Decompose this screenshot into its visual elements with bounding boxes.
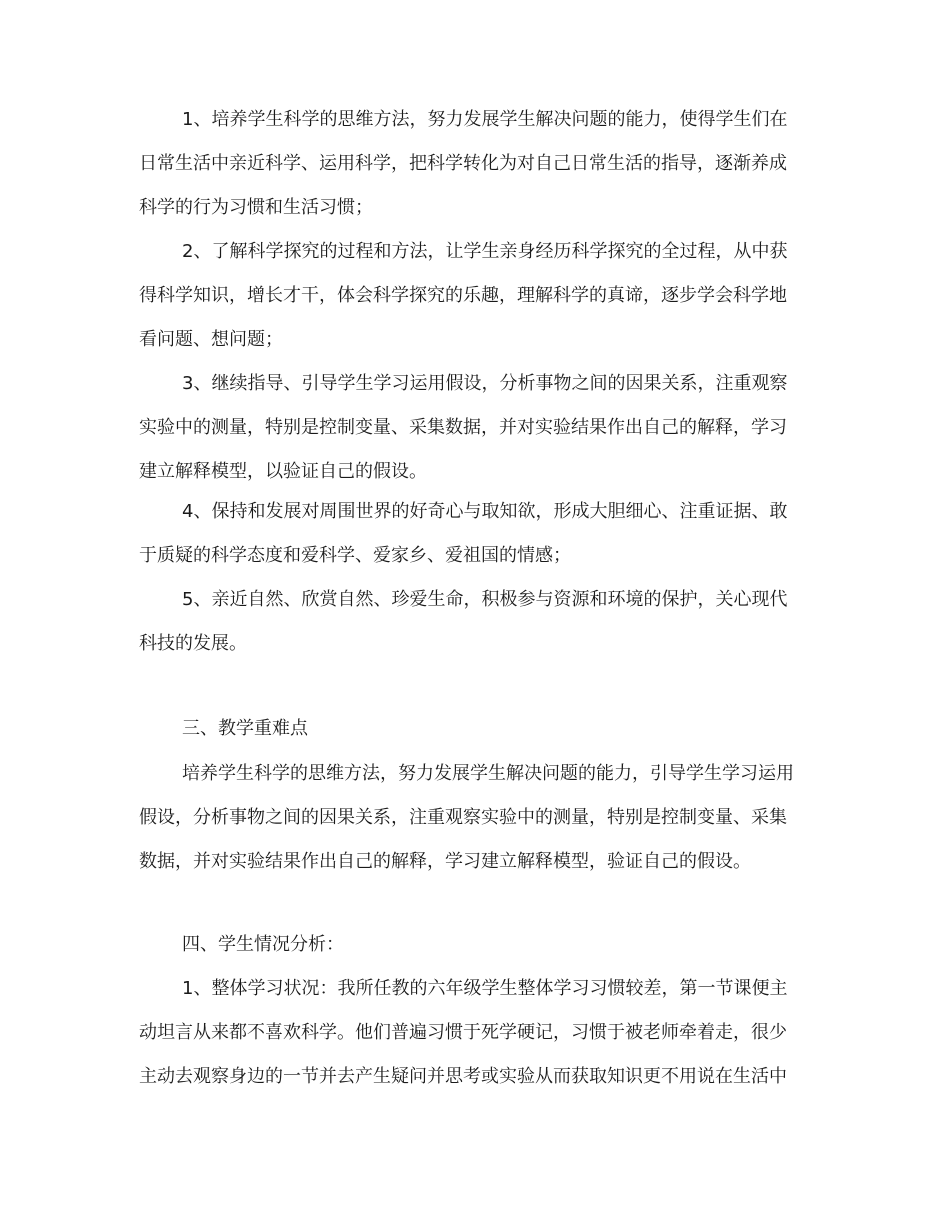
section-3-heading: 三、教学重难点 <box>182 718 308 739</box>
goal-1-line-1: 1、培养学生科学的思维方法，努力发展学生解决问题的能力，使得学生们在 <box>182 109 788 130</box>
goal-3-line-3: 建立解释模型，以验证自己的假设。 <box>139 461 427 482</box>
section-4-para-1-line-3: 主动去观察身边的一节并去产生疑问并思考或实验从而获取知识更不用说在生活中 <box>139 1066 787 1087</box>
section-4-heading: 四、学生情况分析： <box>182 934 344 955</box>
goal-2-line-2: 得科学知识，增长才干，体会科学探究的乐趣，理解科学的真谛，逐步学会科学地 <box>139 285 787 306</box>
goal-5-line-1: 5、亲近自然、欣赏自然、珍爱生命，积极参与资源和环境的保护，关心现代 <box>182 589 788 610</box>
goal-3-line-1: 3、继续指导、引导学生学习运用假设，分析事物之间的因果关系，注重观察 <box>182 373 788 394</box>
goal-5-line-2: 科技的发展。 <box>139 633 247 654</box>
section-4-para-1-line-2: 动坦言从来都不喜欢科学。他们普遍习惯于死学硬记，习惯于被老师牵着走，很少 <box>139 1022 787 1043</box>
goal-2-line-1: 2、了解科学探究的过程和方法，让学生亲身经历科学探究的全过程，从中获 <box>182 241 788 262</box>
goal-1-line-3: 科学的行为习惯和生活习惯； <box>139 197 373 218</box>
section-3-line-1: 培养学生科学的思维方法，努力发展学生解决问题的能力，引导学生学习运用 <box>182 763 794 784</box>
goal-1-line-2: 日常生活中亲近科学、运用科学，把科学转化为对自己日常生活的指导，逐渐养成 <box>139 153 787 174</box>
section-4-para-1-line-1: 1、整体学习状况：我所任教的六年级学生整体学习习惯较差，第一节课便主 <box>182 978 788 999</box>
section-3-line-3: 数据，并对实验结果作出自己的解释，学习建立解释模型，验证自己的假设。 <box>139 851 751 872</box>
section-3-line-2: 假设，分析事物之间的因果关系，注重观察实验中的测量，特别是控制变量、采集 <box>139 807 787 828</box>
goal-4-line-2: 于质疑的科学态度和爱科学、爱家乡、爱祖国的情感； <box>139 545 571 566</box>
goal-3-line-2: 实验中的测量，特别是控制变量、采集数据，并对实验结果作出自己的解释，学习 <box>139 417 787 438</box>
goal-2-line-3: 看问题、想问题； <box>139 329 283 350</box>
goal-4-line-1: 4、保持和发展对周围世界的好奇心与取知欲，形成大胆细心、注重证据、敢 <box>182 501 788 522</box>
